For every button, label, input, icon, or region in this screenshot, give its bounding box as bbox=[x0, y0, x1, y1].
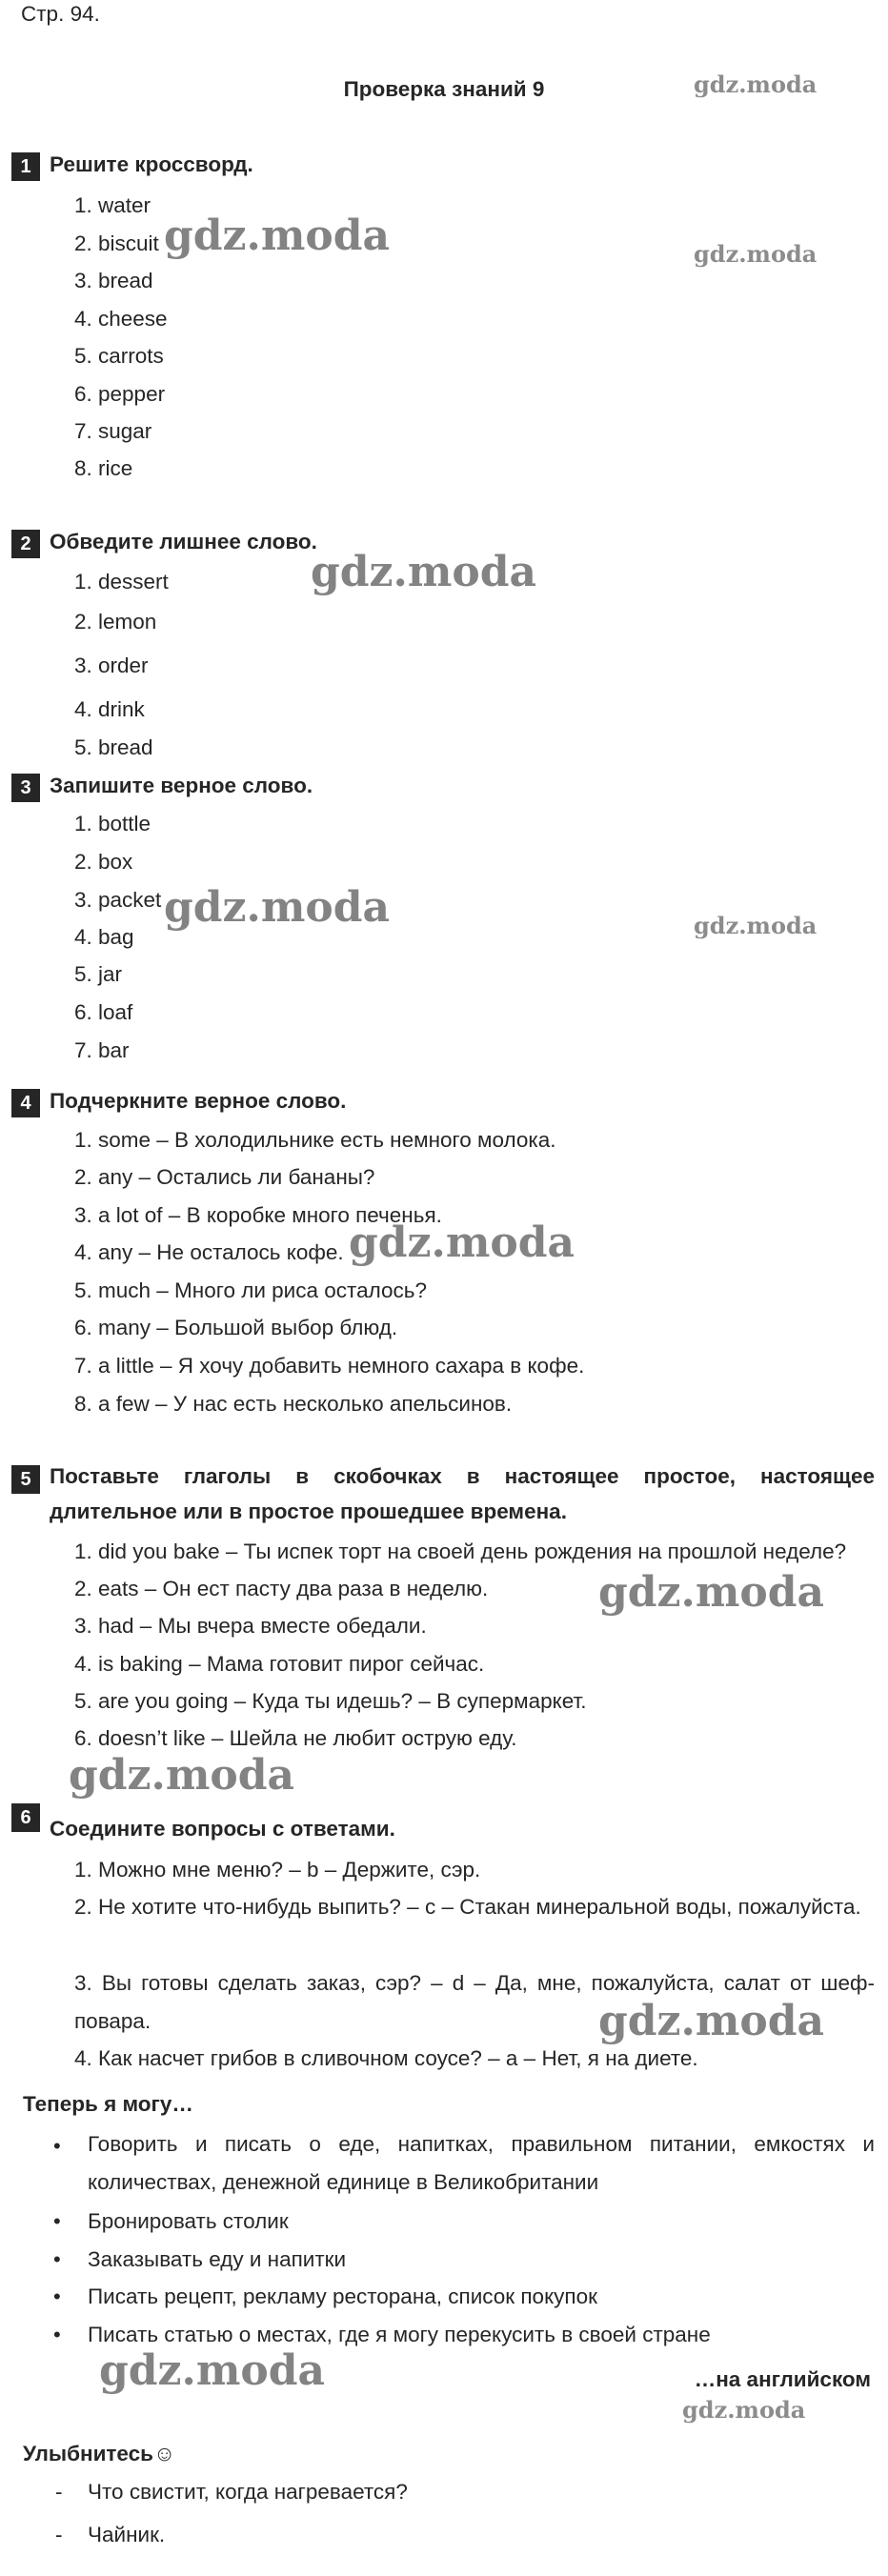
list-item: 2. lemon bbox=[74, 610, 157, 634]
list-item: Говорить и писать о еде, напитках, правильном питании, емкостях и количествах, денежной единице в Великобритании bbox=[88, 2132, 875, 2194]
bullet-icon: • bbox=[53, 2134, 61, 2158]
section-3-number: 3 bbox=[11, 774, 40, 802]
list-item: 1. dessert bbox=[74, 570, 169, 594]
list-item: Писать статью о местах, где я могу перекусить в своей стране bbox=[88, 2323, 711, 2346]
list-item: 2. eats – Он ест пасту два раза в неделю. bbox=[74, 1577, 489, 1600]
list-item: 3. Вы готовы сделать заказ, сэр? – d – Да, мне, пожалуйста, салат от шеф-повара. bbox=[74, 1971, 875, 2033]
list-item: 7. sugar bbox=[74, 419, 152, 443]
watermark: gdz.moda bbox=[164, 211, 391, 260]
list-item: 1. did you bake – Ты испек торт на своей день рождения на прошлой неделе? bbox=[74, 1540, 847, 1563]
list-item: 2. box bbox=[74, 850, 133, 874]
list-item: 3. had – Мы вчера вместе обедали. bbox=[74, 1614, 427, 1638]
list-item: 1. some – В холодильнике есть немного молока. bbox=[74, 1128, 556, 1152]
list-item: 3. packet bbox=[74, 888, 162, 912]
section-6-number: 6 bbox=[11, 1803, 40, 1832]
watermark: gdz.moda bbox=[164, 883, 391, 932]
watermark: gdz.moda bbox=[311, 548, 537, 596]
list-item: 4. drink bbox=[74, 697, 145, 721]
list-item: 1. Можно мне меню? – b – Держите, сэр. bbox=[74, 1858, 481, 1882]
watermark: gdz.moda bbox=[349, 1218, 575, 1267]
watermark: gdz.moda bbox=[694, 70, 817, 98]
section-4-number: 4 bbox=[11, 1089, 40, 1117]
list-item: 5. are you going – Куда ты идешь? – В супермаркет. bbox=[74, 1689, 587, 1713]
now-footer: …на английском bbox=[694, 2367, 871, 2391]
list-item: 5. much – Много ли риса осталось? bbox=[74, 1278, 427, 1302]
page-title: Проверка знаний 9 bbox=[343, 77, 545, 101]
watermark: gdz.moda bbox=[694, 912, 817, 939]
page-label: Стр. 94. bbox=[21, 2, 100, 26]
list-item: 2. Не хотите что-нибудь выпить? – c – Стакан минеральной воды, пожалуйста. bbox=[74, 1895, 861, 1919]
list-item: 1. water bbox=[74, 193, 151, 217]
section-2-number: 2 bbox=[11, 530, 40, 558]
list-item: 5. bread bbox=[74, 735, 153, 759]
list-item: 4. any – Не осталось кофе. bbox=[74, 1240, 344, 1264]
section-6-title: Соедините вопросы с ответами. bbox=[50, 1817, 395, 1841]
smile-title: Улыбнитесь☺ bbox=[23, 2442, 175, 2465]
bullet-icon: • bbox=[53, 2247, 61, 2271]
list-item: 5. carrots bbox=[74, 344, 164, 368]
list-item: 5. jar bbox=[74, 962, 123, 986]
list-item: 2. biscuit bbox=[74, 231, 159, 255]
dash-icon: - bbox=[55, 2523, 63, 2546]
list-item: Писать рецепт, рекламу ресторана, список покупок bbox=[88, 2284, 597, 2308]
list-item: 3. order bbox=[74, 654, 149, 677]
list-item: 3. bread bbox=[74, 269, 153, 292]
list-item: 6. many – Большой выбор блюд. bbox=[74, 1316, 398, 1339]
list-item: 6. loaf bbox=[74, 1000, 133, 1024]
list-item: 4. bag bbox=[74, 925, 134, 949]
list-item: 4. cheese bbox=[74, 307, 168, 331]
section-1-title: Решите кроссворд. bbox=[50, 152, 253, 176]
list-item: Что свистит, когда нагревается? bbox=[88, 2480, 408, 2504]
section-5-title: Поставьте глаголы в скобочках в настоящее простое, настоящее длительное или в простое прошедшее времена. bbox=[50, 1464, 875, 1523]
list-item: 1. bottle bbox=[74, 812, 151, 835]
list-item: 8. rice bbox=[74, 456, 133, 480]
watermark: gdz.moda bbox=[99, 2346, 326, 2395]
watermark: gdz.moda bbox=[694, 240, 817, 268]
watermark: gdz.moda bbox=[69, 1751, 295, 1800]
dash-icon: - bbox=[55, 2480, 63, 2504]
section-4-title: Подчеркните верное слово. bbox=[50, 1089, 347, 1113]
list-item: 4. is baking – Мама готовит пирог сейчас. bbox=[74, 1652, 485, 1676]
list-item: Бронировать столик bbox=[88, 2209, 289, 2233]
section-1-number: 1 bbox=[11, 152, 40, 181]
list-item: 8. a few – У нас есть несколько апельсинов. bbox=[74, 1392, 513, 1416]
watermark: gdz.moda bbox=[682, 2396, 806, 2424]
bullet-icon: • bbox=[53, 2284, 61, 2308]
list-item: 3. a lot of – В коробке много печенья. bbox=[74, 1203, 442, 1227]
watermark: gdz.moda bbox=[598, 1997, 825, 2045]
watermark: gdz.moda bbox=[598, 1568, 825, 1617]
now-title: Теперь я могу… bbox=[23, 2092, 193, 2116]
list-item: 7. a little – Я хочу добавить немного сахара в кофе. bbox=[74, 1354, 585, 1378]
bullet-icon: • bbox=[53, 2209, 61, 2233]
section-2-title: Обведите лишнее слово. bbox=[50, 530, 317, 553]
list-item: Чайник. bbox=[88, 2523, 166, 2546]
list-item: Заказывать еду и напитки bbox=[88, 2247, 347, 2271]
list-item: 6. pepper bbox=[74, 382, 166, 406]
section-3-title: Запишите верное слово. bbox=[50, 774, 313, 797]
list-item: 4. Как насчет грибов в сливочном соусе? – a – Нет, я на диете. bbox=[74, 2046, 698, 2070]
list-item: 6. doesn’t like – Шейла не любит острую еду. bbox=[74, 1726, 517, 1750]
list-item: 7. bar bbox=[74, 1038, 130, 1062]
bullet-icon: • bbox=[53, 2323, 61, 2346]
list-item: 2. any – Остались ли бананы? bbox=[74, 1165, 375, 1189]
section-5-number: 5 bbox=[11, 1465, 40, 1494]
